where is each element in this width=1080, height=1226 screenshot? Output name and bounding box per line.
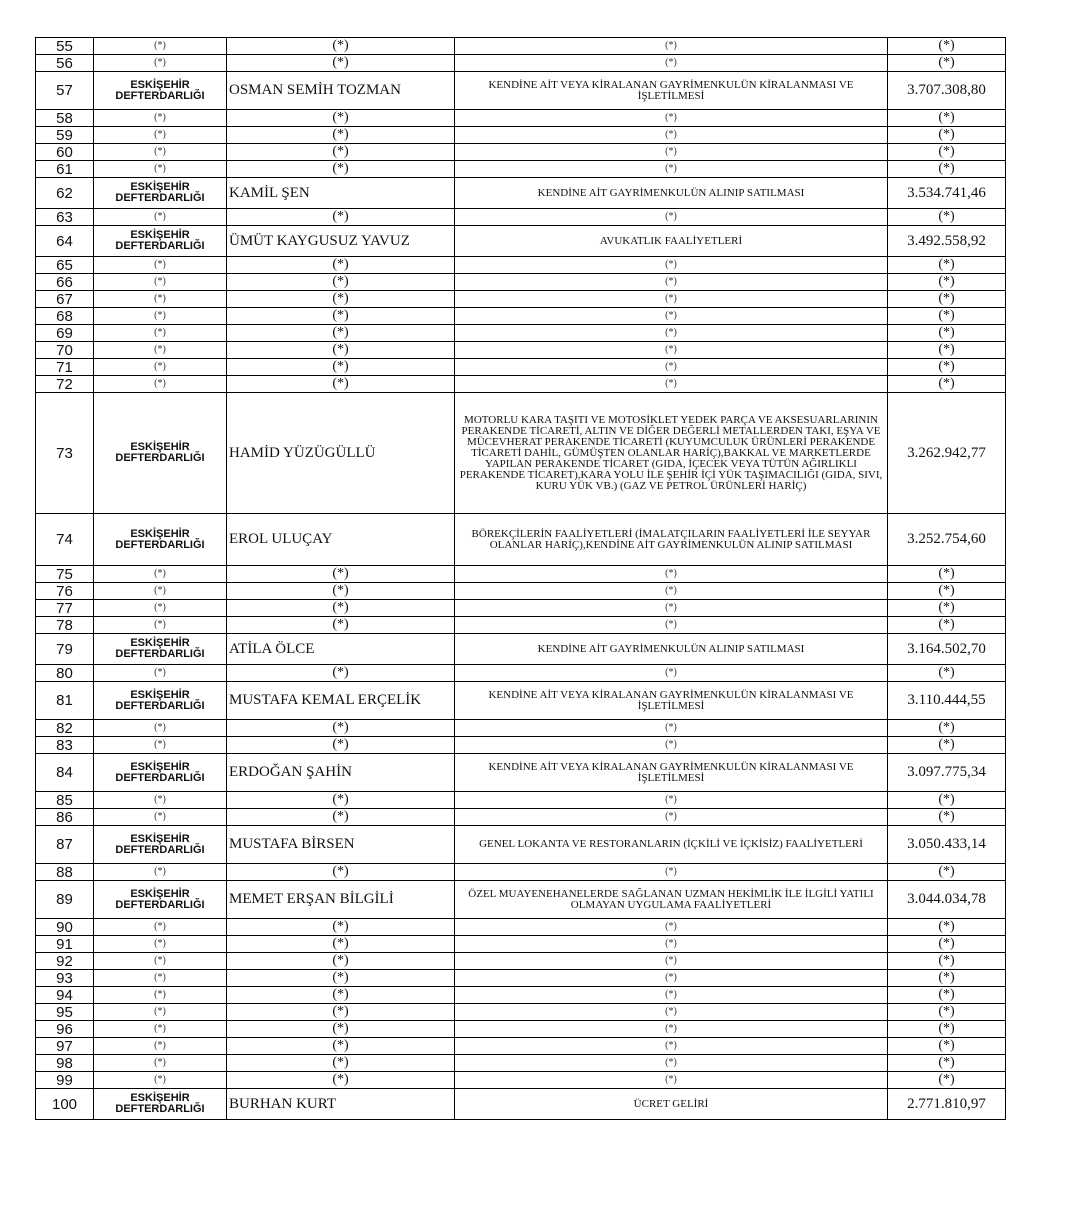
activity-cell: (*) bbox=[455, 274, 888, 291]
taxpayer-name-cell: (*) bbox=[227, 325, 455, 342]
taxpayer-name-cell: MEMET ERŞAN BİLGİLİ bbox=[227, 881, 455, 919]
row-number: 64 bbox=[36, 226, 94, 257]
amount-cell: (*) bbox=[888, 987, 1006, 1004]
tax-office-cell: ESKİŞEHİR DEFTERDARLIĞI bbox=[94, 826, 227, 864]
tax-office-cell: ESKİŞEHİR DEFTERDARLIĞI bbox=[94, 178, 227, 209]
amount-cell: (*) bbox=[888, 274, 1006, 291]
amount-cell: (*) bbox=[888, 665, 1006, 682]
row-number: 92 bbox=[36, 953, 94, 970]
row-number: 56 bbox=[36, 55, 94, 72]
tax-office-cell: (*) bbox=[94, 144, 227, 161]
row-number: 58 bbox=[36, 110, 94, 127]
row-number: 96 bbox=[36, 1021, 94, 1038]
activity-cell: (*) bbox=[455, 987, 888, 1004]
taxpayer-name-cell: KAMİL ŞEN bbox=[227, 178, 455, 209]
activity-cell: (*) bbox=[455, 936, 888, 953]
table-row bbox=[36, 342, 1006, 359]
activity-cell: (*) bbox=[455, 1072, 888, 1089]
row-number: 97 bbox=[36, 1038, 94, 1055]
row-number: 94 bbox=[36, 987, 94, 1004]
tax-office-cell: (*) bbox=[94, 792, 227, 809]
tax-office-cell: (*) bbox=[94, 809, 227, 826]
taxpayer-name-cell: (*) bbox=[227, 359, 455, 376]
tax-office-cell: ESKİŞEHİR DEFTERDARLIĞI bbox=[94, 754, 227, 792]
row-number: 83 bbox=[36, 737, 94, 754]
amount-cell: (*) bbox=[888, 1021, 1006, 1038]
row-number: 74 bbox=[36, 514, 94, 566]
row-number: 61 bbox=[36, 161, 94, 178]
activity-cell: (*) bbox=[455, 209, 888, 226]
activity-cell: (*) bbox=[455, 737, 888, 754]
taxpayer-name-cell: (*) bbox=[227, 936, 455, 953]
taxpayer-name-cell: (*) bbox=[227, 583, 455, 600]
tax-office-cell: (*) bbox=[94, 1055, 227, 1072]
row-number: 98 bbox=[36, 1055, 94, 1072]
amount-cell: (*) bbox=[888, 55, 1006, 72]
amount-cell: (*) bbox=[888, 308, 1006, 325]
row-number: 85 bbox=[36, 792, 94, 809]
amount-cell: (*) bbox=[888, 737, 1006, 754]
row-number: 68 bbox=[36, 308, 94, 325]
amount-cell: (*) bbox=[888, 359, 1006, 376]
activity-cell: (*) bbox=[455, 257, 888, 274]
taxpayer-name-cell: BURHAN KURT bbox=[227, 1089, 455, 1120]
activity-cell: (*) bbox=[455, 1021, 888, 1038]
taxpayer-name-cell: (*) bbox=[227, 566, 455, 583]
row-number: 88 bbox=[36, 864, 94, 881]
tax-office-cell: (*) bbox=[94, 257, 227, 274]
activity-cell: (*) bbox=[455, 720, 888, 737]
taxpayer-name-cell: (*) bbox=[227, 308, 455, 325]
activity-cell: (*) bbox=[455, 308, 888, 325]
tax-office-cell: ESKİŞEHİR DEFTERDARLIĞI bbox=[94, 1089, 227, 1120]
taxpayer-name-cell: (*) bbox=[227, 38, 455, 55]
amount-cell: 3.262.942,77 bbox=[888, 393, 1006, 514]
table-row bbox=[36, 987, 1006, 1004]
amount-cell: 3.252.754,60 bbox=[888, 514, 1006, 566]
table-row bbox=[36, 376, 1006, 393]
tax-office-cell: (*) bbox=[94, 209, 227, 226]
row-number: 78 bbox=[36, 617, 94, 634]
activity-cell: (*) bbox=[455, 1038, 888, 1055]
row-number: 57 bbox=[36, 72, 94, 110]
table-row bbox=[36, 257, 1006, 274]
tax-office-cell: (*) bbox=[94, 936, 227, 953]
amount-cell: 3.707.308,80 bbox=[888, 72, 1006, 110]
activity-cell: GENEL LOKANTA VE RESTORANLARIN (İÇKİLİ VE İÇKİSİZ) FAALİYETLERİ bbox=[455, 826, 888, 864]
row-number: 66 bbox=[36, 274, 94, 291]
activity-cell: (*) bbox=[455, 144, 888, 161]
amount-cell: 3.164.502,70 bbox=[888, 634, 1006, 665]
activity-cell: ÖZEL MUAYENEHANELERDE SAĞLANAN UZMAN HEKİMLİK İLE İLGİLİ YATILI OLMAYAN UYGULAMA FAALİYETLERİ bbox=[455, 881, 888, 919]
tax-office-cell: ESKİŞEHİR DEFTERDARLIĞI bbox=[94, 226, 227, 257]
activity-cell: (*) bbox=[455, 342, 888, 359]
table-row bbox=[36, 720, 1006, 737]
activity-cell: (*) bbox=[455, 566, 888, 583]
taxpayer-name-cell: (*) bbox=[227, 127, 455, 144]
table-row bbox=[36, 514, 1006, 566]
tax-office-cell: (*) bbox=[94, 1004, 227, 1021]
tax-office-cell: ESKİŞEHİR DEFTERDARLIĞI bbox=[94, 393, 227, 514]
taxpayer-name-cell: (*) bbox=[227, 110, 455, 127]
taxpayer-name-cell: (*) bbox=[227, 1072, 455, 1089]
activity-cell: AVUKATLIK FAALİYETLERİ bbox=[455, 226, 888, 257]
taxpayer-name-cell: MUSTAFA KEMAL ERÇELİK bbox=[227, 682, 455, 720]
table-row bbox=[36, 144, 1006, 161]
activity-cell: (*) bbox=[455, 583, 888, 600]
row-number: 63 bbox=[36, 209, 94, 226]
activity-cell: (*) bbox=[455, 617, 888, 634]
taxpayer-name-cell: MUSTAFA BİRSEN bbox=[227, 826, 455, 864]
taxpayer-name-cell: ATİLA ÖLCE bbox=[227, 634, 455, 665]
taxpayer-name-cell: (*) bbox=[227, 376, 455, 393]
tax-office-cell: (*) bbox=[94, 1072, 227, 1089]
table-row bbox=[36, 308, 1006, 325]
taxpayer-name-cell: (*) bbox=[227, 144, 455, 161]
amount-cell: 3.097.775,34 bbox=[888, 754, 1006, 792]
row-number: 55 bbox=[36, 38, 94, 55]
tax-office-cell: (*) bbox=[94, 55, 227, 72]
table-row bbox=[36, 826, 1006, 864]
amount-cell: (*) bbox=[888, 1004, 1006, 1021]
row-number: 82 bbox=[36, 720, 94, 737]
amount-cell: (*) bbox=[888, 953, 1006, 970]
tax-office-cell: (*) bbox=[94, 291, 227, 308]
table-row bbox=[36, 1089, 1006, 1120]
activity-cell: KENDİNE AİT GAYRİMENKULÜN ALINIP SATILMASI bbox=[455, 634, 888, 665]
amount-cell: (*) bbox=[888, 566, 1006, 583]
tax-office-cell: (*) bbox=[94, 864, 227, 881]
amount-cell: (*) bbox=[888, 936, 1006, 953]
table-row bbox=[36, 881, 1006, 919]
amount-cell: (*) bbox=[888, 1055, 1006, 1072]
tax-office-cell: ESKİŞEHİR DEFTERDARLIĞI bbox=[94, 682, 227, 720]
amount-cell: (*) bbox=[888, 291, 1006, 308]
table-row bbox=[36, 359, 1006, 376]
amount-cell: (*) bbox=[888, 257, 1006, 274]
table-row bbox=[36, 665, 1006, 682]
taxpayer-name-cell: (*) bbox=[227, 161, 455, 178]
amount-cell: (*) bbox=[888, 809, 1006, 826]
taxpayer-name-cell: (*) bbox=[227, 970, 455, 987]
table-row bbox=[36, 737, 1006, 754]
row-number: 89 bbox=[36, 881, 94, 919]
taxpayer-name-cell: (*) bbox=[227, 864, 455, 881]
amount-cell: 3.050.433,14 bbox=[888, 826, 1006, 864]
row-number: 79 bbox=[36, 634, 94, 665]
taxpayer-name-cell: (*) bbox=[227, 1021, 455, 1038]
activity-cell: (*) bbox=[455, 38, 888, 55]
row-number: 67 bbox=[36, 291, 94, 308]
amount-cell: (*) bbox=[888, 325, 1006, 342]
table-row bbox=[36, 161, 1006, 178]
table-row bbox=[36, 209, 1006, 226]
table-row bbox=[36, 936, 1006, 953]
amount-cell: (*) bbox=[888, 792, 1006, 809]
tax-office-cell: (*) bbox=[94, 359, 227, 376]
row-number: 73 bbox=[36, 393, 94, 514]
taxpayer-name-cell: (*) bbox=[227, 600, 455, 617]
tax-office-cell: (*) bbox=[94, 308, 227, 325]
table-row bbox=[36, 1021, 1006, 1038]
table-row bbox=[36, 393, 1006, 514]
tax-office-cell: (*) bbox=[94, 665, 227, 682]
taxpayer-ranking-table bbox=[35, 37, 1006, 1120]
amount-cell: 2.771.810,97 bbox=[888, 1089, 1006, 1120]
amount-cell: (*) bbox=[888, 583, 1006, 600]
tax-office-cell: (*) bbox=[94, 376, 227, 393]
row-number: 90 bbox=[36, 919, 94, 936]
table-row bbox=[36, 809, 1006, 826]
row-number: 76 bbox=[36, 583, 94, 600]
table-row bbox=[36, 754, 1006, 792]
row-number: 75 bbox=[36, 566, 94, 583]
row-number: 59 bbox=[36, 127, 94, 144]
taxpayer-name-cell: (*) bbox=[227, 55, 455, 72]
table-row bbox=[36, 970, 1006, 987]
tax-office-cell: ESKİŞEHİR DEFTERDARLIĞI bbox=[94, 634, 227, 665]
table-row bbox=[36, 919, 1006, 936]
tax-office-cell: (*) bbox=[94, 1038, 227, 1055]
activity-cell: ÜCRET GELİRİ bbox=[455, 1089, 888, 1120]
taxpayer-name-cell: (*) bbox=[227, 257, 455, 274]
row-number: 60 bbox=[36, 144, 94, 161]
taxpayer-name-cell: (*) bbox=[227, 809, 455, 826]
activity-cell: (*) bbox=[455, 970, 888, 987]
tax-office-cell: (*) bbox=[94, 919, 227, 936]
activity-cell: (*) bbox=[455, 291, 888, 308]
amount-cell: (*) bbox=[888, 919, 1006, 936]
row-number: 84 bbox=[36, 754, 94, 792]
taxpayer-name-cell: (*) bbox=[227, 720, 455, 737]
activity-cell: (*) bbox=[455, 127, 888, 144]
activity-cell: (*) bbox=[455, 1055, 888, 1072]
amount-cell: (*) bbox=[888, 209, 1006, 226]
table-row bbox=[36, 617, 1006, 634]
row-number: 87 bbox=[36, 826, 94, 864]
taxpayer-name-cell: (*) bbox=[227, 737, 455, 754]
taxpayer-name-cell: (*) bbox=[227, 1004, 455, 1021]
table-row bbox=[36, 1072, 1006, 1089]
tax-office-cell: (*) bbox=[94, 737, 227, 754]
taxpayer-name-cell: (*) bbox=[227, 342, 455, 359]
table-row bbox=[36, 792, 1006, 809]
table-row bbox=[36, 291, 1006, 308]
row-number: 80 bbox=[36, 665, 94, 682]
amount-cell: (*) bbox=[888, 144, 1006, 161]
row-number: 93 bbox=[36, 970, 94, 987]
taxpayer-name-cell: OSMAN SEMİH TOZMAN bbox=[227, 72, 455, 110]
row-number: 62 bbox=[36, 178, 94, 209]
tax-office-cell: ESKİŞEHİR DEFTERDARLIĞI bbox=[94, 881, 227, 919]
table-row bbox=[36, 38, 1006, 55]
activity-cell: (*) bbox=[455, 325, 888, 342]
activity-cell: (*) bbox=[455, 55, 888, 72]
activity-cell: KENDİNE AİT VEYA KİRALANAN GAYRİMENKULÜN KİRALANMASI VE İŞLETİLMESİ bbox=[455, 72, 888, 110]
tax-office-cell: (*) bbox=[94, 970, 227, 987]
table-row bbox=[36, 1004, 1006, 1021]
table-row bbox=[36, 1038, 1006, 1055]
amount-cell: (*) bbox=[888, 127, 1006, 144]
amount-cell: 3.044.034,78 bbox=[888, 881, 1006, 919]
tax-office-cell: (*) bbox=[94, 1021, 227, 1038]
activity-cell: BÖREKÇİLERİN FAALİYETLERİ (İMALATÇILARIN FAALİYETLERİ İLE SEYYAR OLANLAR HARİÇ),KENDİNE AİT GAYRİMENKULÜN ALINIP SATILMASI bbox=[455, 514, 888, 566]
tax-office-cell: (*) bbox=[94, 600, 227, 617]
table-row bbox=[36, 274, 1006, 291]
taxpayer-name-cell: (*) bbox=[227, 953, 455, 970]
table-row bbox=[36, 325, 1006, 342]
table-row bbox=[36, 226, 1006, 257]
row-number: 81 bbox=[36, 682, 94, 720]
taxpayer-name-cell: (*) bbox=[227, 792, 455, 809]
taxpayer-name-cell: (*) bbox=[227, 209, 455, 226]
amount-cell: (*) bbox=[888, 970, 1006, 987]
row-number: 86 bbox=[36, 809, 94, 826]
taxpayer-name-cell: (*) bbox=[227, 617, 455, 634]
table-row bbox=[36, 634, 1006, 665]
table-row bbox=[36, 566, 1006, 583]
activity-cell: (*) bbox=[455, 792, 888, 809]
row-number: 95 bbox=[36, 1004, 94, 1021]
activity-cell: (*) bbox=[455, 600, 888, 617]
tax-office-cell: (*) bbox=[94, 987, 227, 1004]
row-number: 65 bbox=[36, 257, 94, 274]
tax-office-cell: (*) bbox=[94, 583, 227, 600]
taxpayer-name-cell: (*) bbox=[227, 1055, 455, 1072]
taxpayer-name-cell: HAMİD YÜZÜGÜLLÜ bbox=[227, 393, 455, 514]
row-number: 99 bbox=[36, 1072, 94, 1089]
amount-cell: (*) bbox=[888, 617, 1006, 634]
table-row bbox=[36, 178, 1006, 209]
activity-cell: (*) bbox=[455, 665, 888, 682]
amount-cell: 3.110.444,55 bbox=[888, 682, 1006, 720]
activity-cell: (*) bbox=[455, 864, 888, 881]
tax-office-cell: (*) bbox=[94, 110, 227, 127]
table-row bbox=[36, 583, 1006, 600]
table-row bbox=[36, 953, 1006, 970]
row-number: 72 bbox=[36, 376, 94, 393]
taxpayer-name-cell: (*) bbox=[227, 291, 455, 308]
row-number: 69 bbox=[36, 325, 94, 342]
activity-cell: (*) bbox=[455, 110, 888, 127]
table-body bbox=[36, 38, 1006, 1120]
taxpayer-name-cell: EROL ULUÇAY bbox=[227, 514, 455, 566]
table-row bbox=[36, 55, 1006, 72]
taxpayer-name-cell: (*) bbox=[227, 919, 455, 936]
taxpayer-name-cell: ÜMÜT KAYGUSUZ YAVUZ bbox=[227, 226, 455, 257]
activity-cell: KENDİNE AİT VEYA KİRALANAN GAYRİMENKULÜN KİRALANMASI VE İŞLETİLMESİ bbox=[455, 754, 888, 792]
table-row bbox=[36, 127, 1006, 144]
tax-office-cell: (*) bbox=[94, 325, 227, 342]
table-row bbox=[36, 864, 1006, 881]
taxpayer-name-cell: ERDOĞAN ŞAHİN bbox=[227, 754, 455, 792]
row-number: 91 bbox=[36, 936, 94, 953]
amount-cell: (*) bbox=[888, 720, 1006, 737]
activity-cell: (*) bbox=[455, 1004, 888, 1021]
row-number: 77 bbox=[36, 600, 94, 617]
taxpayer-name-cell: (*) bbox=[227, 987, 455, 1004]
row-number: 100 bbox=[36, 1089, 94, 1120]
tax-office-cell: (*) bbox=[94, 161, 227, 178]
taxpayer-name-cell: (*) bbox=[227, 665, 455, 682]
tax-office-cell: ESKİŞEHİR DEFTERDARLIĞI bbox=[94, 72, 227, 110]
amount-cell: (*) bbox=[888, 600, 1006, 617]
amount-cell: (*) bbox=[888, 1038, 1006, 1055]
tax-office-cell: (*) bbox=[94, 953, 227, 970]
table-row bbox=[36, 72, 1006, 110]
amount-cell: 3.492.558,92 bbox=[888, 226, 1006, 257]
taxpayer-name-cell: (*) bbox=[227, 1038, 455, 1055]
amount-cell: (*) bbox=[888, 376, 1006, 393]
activity-cell: (*) bbox=[455, 161, 888, 178]
activity-cell: (*) bbox=[455, 376, 888, 393]
tax-office-cell: (*) bbox=[94, 566, 227, 583]
activity-cell: MOTORLU KARA TAŞITI VE MOTOSİKLET YEDEK PARÇA VE AKSESUARLARININ PERAKENDE TİCARETİ, ALTIN VE DİĞER DEĞERLİ METALLERDEN TAKI, EŞYA VE MÜCEVHERAT PERAKENDE TİCARETİ (KUYUMCULUK ÜRÜNLERİ PERAKENDE TİCARETİ DAHİL, GÜMÜŞTEN OLANLAR HARİÇ),BAKKAL VE MARKETLERDE YAPILAN PERAKENDE TİCARET (GIDA, İÇECEK VEYA TÜTÜN AĞIRLIKLI PERAKENDE TİCARET),KARA YOLU İLE ŞEHİR İÇİ YÜK TAŞIMACILIĞI (GIDA, SIVI, KURU YÜK VB.) (GAZ VE PETROL ÜRÜNLERİ HARİÇ) bbox=[455, 393, 888, 514]
tax-office-cell: (*) bbox=[94, 342, 227, 359]
table-row bbox=[36, 600, 1006, 617]
activity-cell: (*) bbox=[455, 919, 888, 936]
activity-cell: KENDİNE AİT VEYA KİRALANAN GAYRİMENKULÜN KİRALANMASI VE İŞLETİLMESİ bbox=[455, 682, 888, 720]
row-number: 70 bbox=[36, 342, 94, 359]
amount-cell: (*) bbox=[888, 38, 1006, 55]
tax-office-cell: (*) bbox=[94, 274, 227, 291]
table-row bbox=[36, 1055, 1006, 1072]
amount-cell: 3.534.741,46 bbox=[888, 178, 1006, 209]
amount-cell: (*) bbox=[888, 110, 1006, 127]
table-row bbox=[36, 110, 1006, 127]
tax-office-cell: (*) bbox=[94, 127, 227, 144]
activity-cell: (*) bbox=[455, 953, 888, 970]
taxpayer-name-cell: (*) bbox=[227, 274, 455, 291]
tax-office-cell: (*) bbox=[94, 38, 227, 55]
tax-office-cell: (*) bbox=[94, 720, 227, 737]
tax-office-cell: (*) bbox=[94, 617, 227, 634]
tax-office-cell: ESKİŞEHİR DEFTERDARLIĞI bbox=[94, 514, 227, 566]
table-row bbox=[36, 682, 1006, 720]
activity-cell: (*) bbox=[455, 809, 888, 826]
amount-cell: (*) bbox=[888, 864, 1006, 881]
activity-cell: (*) bbox=[455, 359, 888, 376]
amount-cell: (*) bbox=[888, 342, 1006, 359]
amount-cell: (*) bbox=[888, 1072, 1006, 1089]
amount-cell: (*) bbox=[888, 161, 1006, 178]
activity-cell: KENDİNE AİT GAYRİMENKULÜN ALINIP SATILMASI bbox=[455, 178, 888, 209]
row-number: 71 bbox=[36, 359, 94, 376]
